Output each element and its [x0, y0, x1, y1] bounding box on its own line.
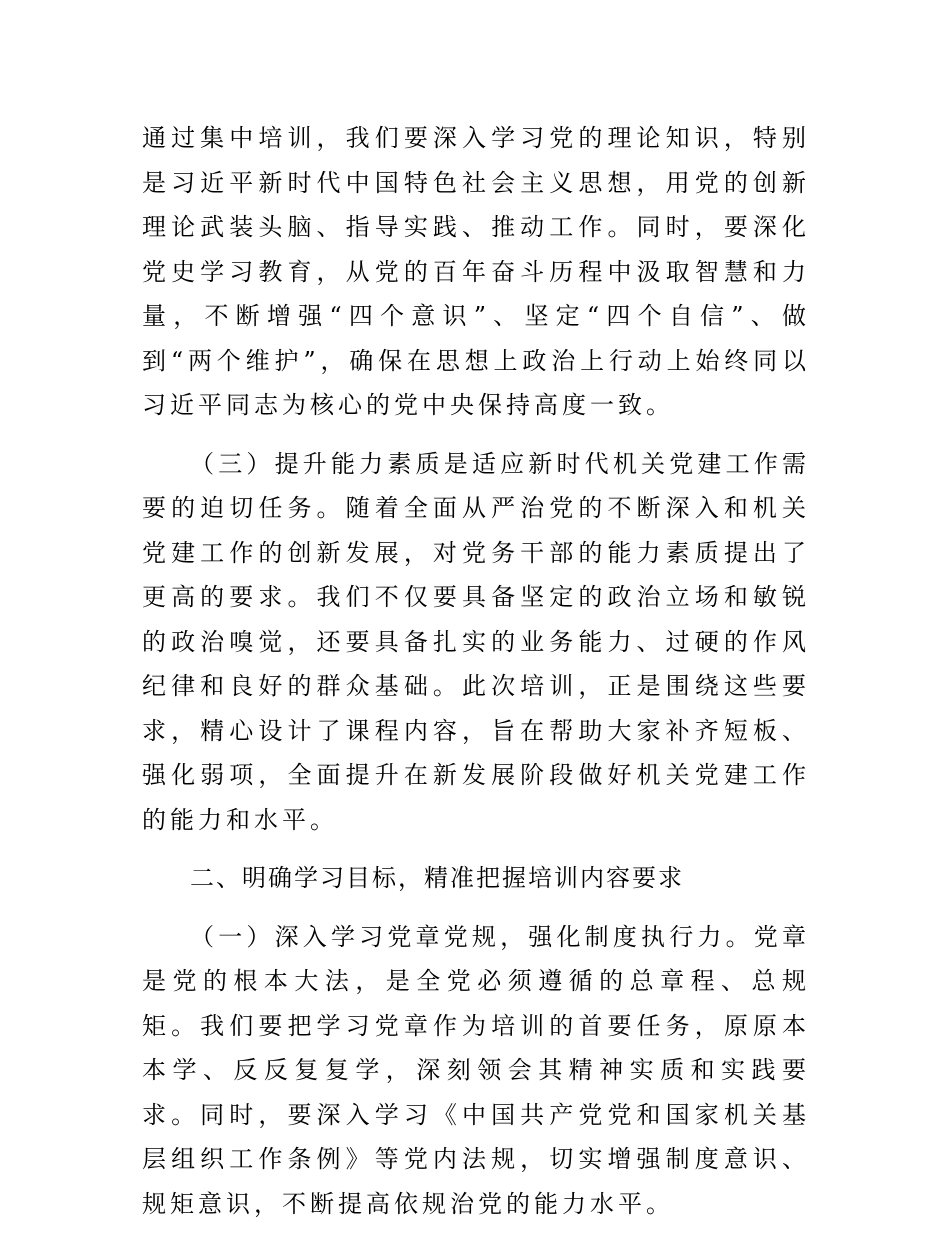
paragraph-continuation: 通过集中培训，我们要深入学习党的理论知识，特别是习近平新时代中国特色社会主义思想，用党的创新理论武装头脑、指导实践、推动工作。同时，要深化党史学习教育，从党的百年奋斗历程中汲取智慧和力量，不断增强“四个意识”、坚定“四个自信”、做到“两个维护”，确保在思想上政治上行动上始终同以习近平同志为核心的党中央保持高度一致。 — [142, 124, 810, 419]
document-body — [142, 116, 810, 1240]
section-heading-two: 二、明确学习目标，精准把握培训内容要求 — [190, 864, 684, 892]
paragraph-section-three: （三）提升能力素质是适应新时代机关党建工作需要的迫切任务。随着全面从严治党的不断深入和机关党建工作的创新发展，对党务干部的能力素质提出了更高的要求。我们不仅要具备坚定的政治立场和敏锐的政治嗅觉，还要具备扎实的业务能力、过硬的作风纪律和良好的群众基础。此次培训，正是围绕这些要求，精心设计了课程内容，旨在帮助大家补齐短板、强化弱项，全面提升在新发展阶段做好机关党建工作的能力和水平。 — [142, 449, 810, 834]
paragraph-subsection-one: （一）深入学习党章党规，强化制度执行力。党章是党的根本大法，是全党必须遵循的总章程、总规矩。我们要把学习党章作为培训的首要任务，原原本本学、反反复复学，深刻领会其精神实质和实践要求。同时，要深入学习《中国共产党党和国家机关基层组织工作条例》等党内法规，切实增强制度意识、规矩意识，不断提高依规治党的能力水平。 — [142, 922, 810, 1218]
